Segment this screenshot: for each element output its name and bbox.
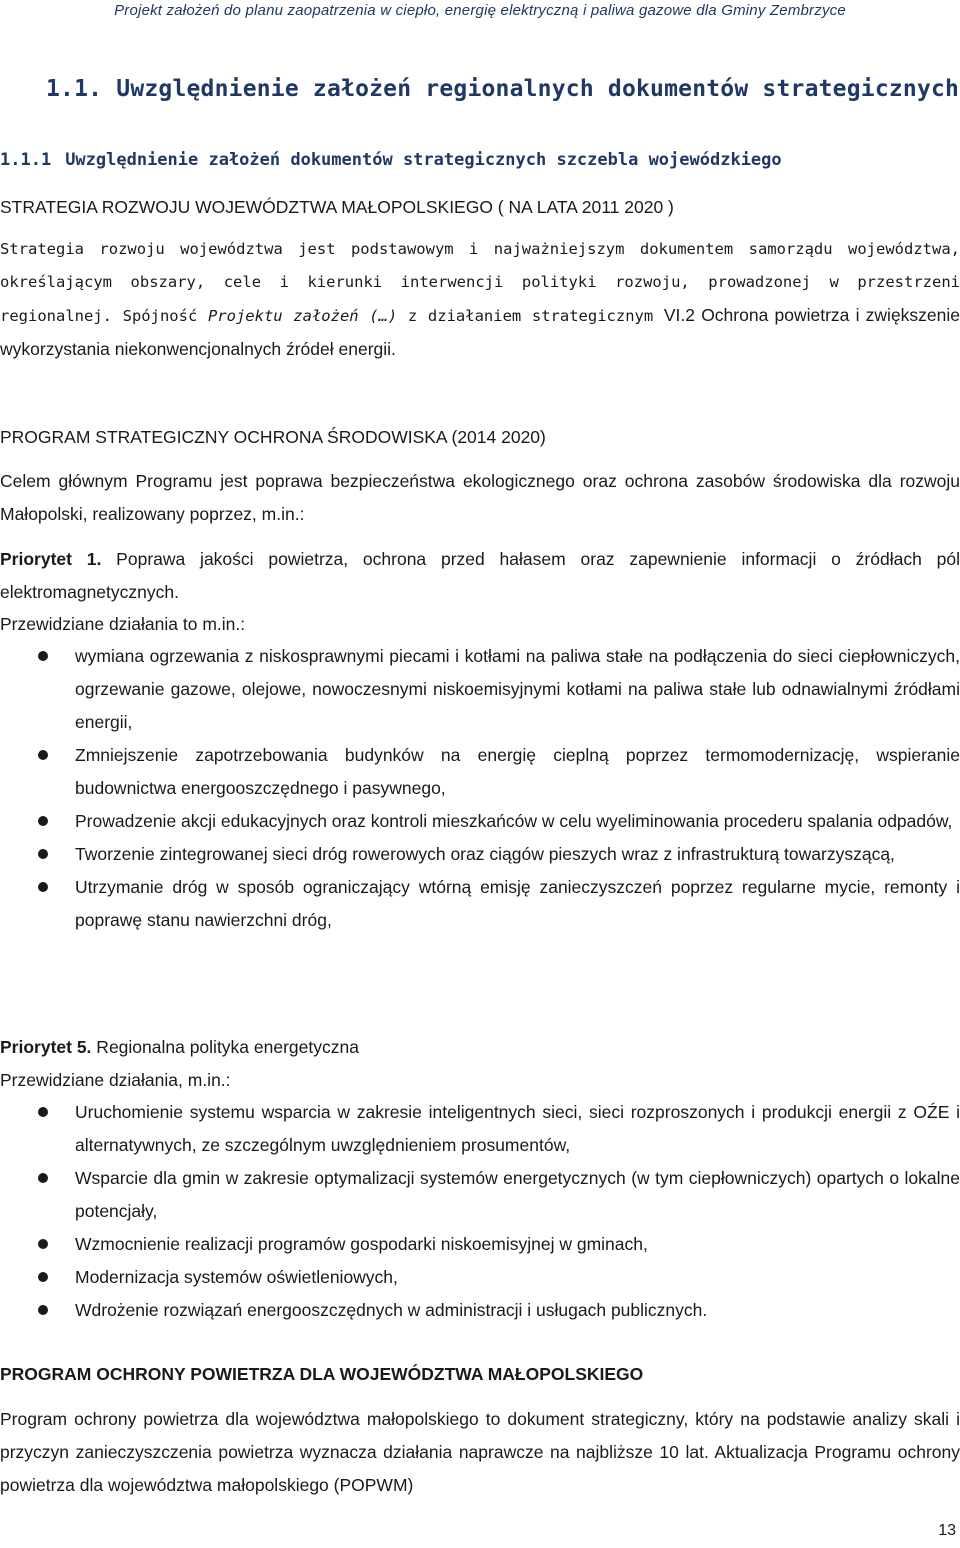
bullet-icon: [38, 816, 48, 826]
list-item: [0, 838, 960, 871]
strategy-text-1: Strategia rozwoju województwa jest podstawowym i najważniejszym dokumentem samorządu województwa, określającym obszary, cele i kierunki interwencji polityki rozwoju, prowadzonej w przestrzeni regionalnej.: [0, 240, 960, 325]
actions-1-list: [0, 640, 960, 937]
strategy-text-3: z działaniem strategicznym: [397, 307, 664, 325]
list-item-text: Uruchomienie systemu wsparcia w zakresie inteligentnych sieci, sieci rozproszonych i produkcji energii z OŹE i alternatywnych, ze szczególnym uwzględnieniem prosumentów,: [75, 1102, 960, 1155]
program-env-heading: PROGRAM STRATEGICZNY OCHRONA ŚRODOWISKA (2014 2020): [0, 427, 546, 447]
running-header: Projekt założeń do planu zaopatrzenia w ciepło, energię elektryczną i paliwa gazowe dla Gminy Zembrzyce: [114, 2, 846, 19]
priority-5-text: Regionalna polityka energetyczna: [91, 1037, 359, 1057]
list-item: [0, 1162, 960, 1228]
list-item-text: Wsparcie dla gmin w zakresie optymalizacji systemów energetycznych (w tym ciepłowniczych) opartych o lokalne potencjały,: [75, 1168, 960, 1221]
bullet-icon: [38, 1239, 48, 1249]
bullet-icon: [38, 750, 48, 760]
list-item-text: Utrzymanie dróg w sposób ograniczający wtórną emisję zanieczyszczeń poprzez regularne mycie, remonty i poprawę stanu nawierzchni dróg,: [75, 877, 960, 930]
bullet-icon: [38, 1272, 48, 1282]
page-number: 13: [938, 1522, 956, 1539]
section-title: Uwzględnienie założeń regionalnych dokumentów strategicznych: [116, 76, 960, 102]
actions-5-label: Przewidziane działania, m.in.:: [0, 1070, 231, 1090]
section-heading: [46, 76, 960, 102]
bullet-icon: [38, 882, 48, 892]
bullet-icon: [38, 1107, 48, 1117]
strategy-text-2: Spójność: [111, 307, 208, 325]
priority-1-text: Poprawa jakości powietrza, ochrona przed hałasem oraz zapewnienie informacji o źródłach pól elektromagnetycznych.: [0, 549, 960, 602]
subsection-number: 1.1.1: [0, 150, 52, 170]
priority-5-label: Priorytet 5.: [0, 1037, 92, 1057]
subsection-title: Uwzględnienie założeń dokumentów strategicznych szczebla wojewódzkiego: [65, 150, 782, 170]
program-air-paragraph: Program ochrony powietrza dla województwa małopolskiego to dokument strategiczny, który na podstawie analizy skali i przyczyn zanieczyszczenia powietrza wyznacza działania naprawcze na najbliższe 10 lat. Aktualizacja Programu ochrony powietrza dla województwa małopolskiego (POPWM): [0, 1409, 960, 1495]
list-item-text: Zmniejszenie zapotrzebowania budynków na energię cieplną poprzez termomodernizację, wspieranie budownictwa energooszczędnego i pasywnego,: [75, 745, 960, 798]
list-item: [0, 640, 960, 739]
strategy-heading: STRATEGIA ROZWOJU WOJEWÓDZTWA MAŁOPOLSKIEGO ( NA LATA 2011 2020 ): [0, 197, 674, 217]
bullet-icon: [38, 651, 48, 661]
priority-1-paragraph: [0, 543, 960, 609]
subsection-heading: [0, 150, 960, 170]
list-item-text: Tworzenie zintegrowanej sieci dróg rowerowych oraz ciągów pieszych wraz z infrastrukturą towarzyszącą,: [75, 844, 895, 864]
section-number: 1.1.: [46, 76, 103, 102]
list-item: [0, 739, 960, 805]
list-item-text: Wdrożenie rozwiązań energooszczędnych w administracji i usługach publicznych.: [75, 1300, 708, 1320]
strategy-text-italic: Projektu założeń (…): [207, 307, 398, 325]
bullet-icon: [38, 849, 48, 859]
list-item: [0, 1096, 960, 1162]
bullet-icon: [38, 1305, 48, 1315]
list-item: [0, 1261, 960, 1294]
bullet-icon: [38, 1173, 48, 1183]
list-item-text: Prowadzenie akcji edukacyjnych oraz kontroli mieszkańców w celu wyeliminowania procederu spalania odpadów,: [75, 811, 953, 831]
actions-1-label: Przewidziane działania to m.in.:: [0, 614, 246, 634]
priority-1-label: Priorytet 1.: [0, 549, 102, 569]
strategy-text-4: VI.2 Ochrona powietrza i zwiększenie wykorzystania niekonwencjonalnych źródeł energii.: [0, 305, 960, 359]
list-item: [0, 805, 960, 838]
priority-5-paragraph: [0, 1031, 960, 1064]
list-item-text: Modernizacja systemów oświetleniowych,: [75, 1267, 398, 1287]
program-air-heading: PROGRAM OCHRONY POWIETRZA DLA WOJEWÓDZTWA MAŁOPOLSKIEGO: [0, 1364, 644, 1384]
list-item: [0, 1228, 960, 1261]
list-item: [0, 871, 960, 937]
list-item-text: wymiana ogrzewania z niskosprawnymi piecami i kotłami na paliwa stałe na podłączenia do sieci ciepłowniczych, ogrzewanie gazowe, olejowe, nowoczesnymi niskoemisyjnymi kotłami na paliwa stałe lub odnawialnymi źródłami energii,: [75, 646, 960, 732]
program-env-intro: Celem głównym Programu jest poprawa bezpieczeństwa ekologicznego oraz ochrona zasobów środowiska dla rozwoju Małopolski, realizowany poprzez, m.in.:: [0, 471, 960, 524]
strategy-paragraph: [0, 233, 960, 367]
actions-5-list: [0, 1096, 960, 1327]
list-item: [0, 1294, 960, 1327]
list-item-text: Wzmocnienie realizacji programów gospodarki niskoemisyjnej w gminach,: [75, 1234, 648, 1254]
